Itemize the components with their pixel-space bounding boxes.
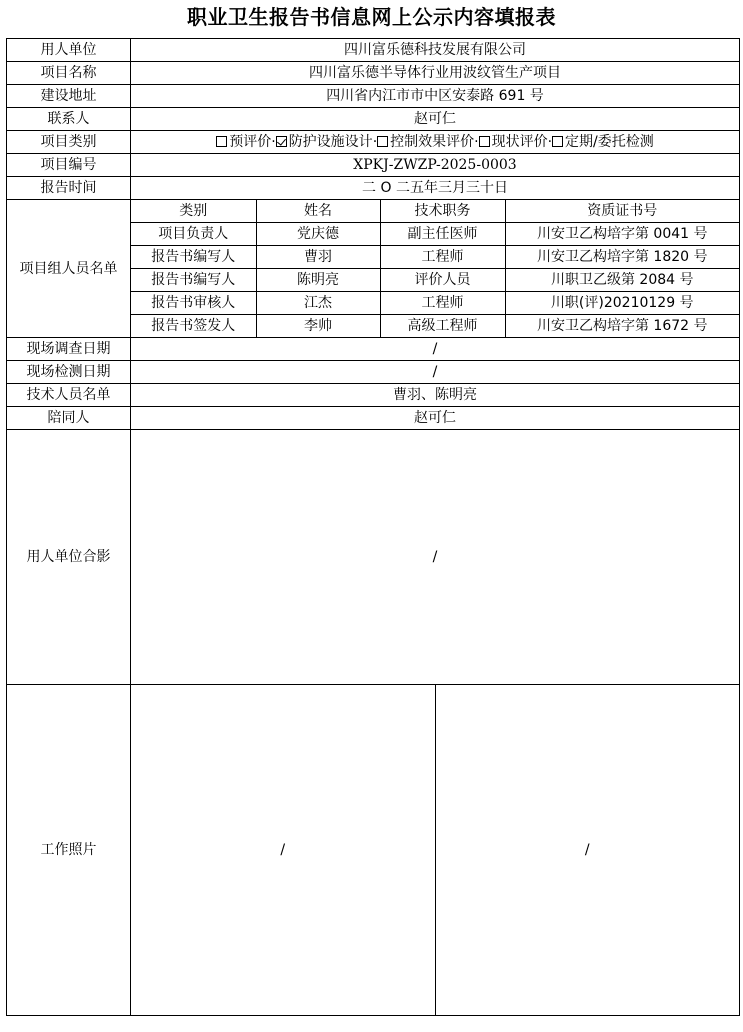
table-row <box>131 223 739 246</box>
row-project-name <box>7 62 740 85</box>
row-escort <box>7 407 740 430</box>
member-name: 江杰 <box>256 292 380 315</box>
member-title: 工程师 <box>380 292 505 315</box>
row-contact <box>7 108 740 131</box>
row-report-date <box>7 177 740 200</box>
row-work-photos <box>7 685 740 1016</box>
employer-value: 四川富乐德科技发展有限公司 <box>131 39 740 62</box>
member-name: 曹羽 <box>256 246 380 269</box>
row-survey-date <box>7 338 740 361</box>
member-certificate: 川安卫乙构培字第 1672 号 <box>505 315 739 338</box>
member-name: 陈明亮 <box>256 269 380 292</box>
row-group-photo <box>7 430 740 685</box>
member-title: 评价人员 <box>380 269 505 292</box>
address-label: 建设地址 <box>7 85 131 108</box>
work-photo-left: / <box>280 842 286 858</box>
project-type-options <box>131 131 740 154</box>
project-type-label: 项目类别 <box>7 131 131 154</box>
checkbox-pre-evaluation[interactable]: 预评价 <box>216 134 271 150</box>
checkbox-icon <box>377 136 388 147</box>
disclosure-form <box>6 38 740 1016</box>
separator: · <box>372 134 378 150</box>
separator: · <box>271 134 276 150</box>
member-title: 工程师 <box>380 246 505 269</box>
project-no-label: 项目编号 <box>7 154 131 177</box>
checkbox-icon <box>552 136 563 147</box>
row-tech-staff <box>7 384 740 407</box>
contact-value: 赵可仁 <box>131 108 740 131</box>
survey-date-value: / <box>131 338 740 361</box>
work-photos-split <box>131 685 739 1015</box>
group-photo-area: / <box>131 430 740 685</box>
member-certificate: 川职(评)20210129 号 <box>505 292 739 315</box>
member-category: 报告书审核人 <box>131 292 256 315</box>
row-test-date <box>7 361 740 384</box>
team-header-row <box>131 200 739 223</box>
header-category: 类别 <box>131 200 256 223</box>
table-row <box>131 315 739 338</box>
table-row <box>131 246 739 269</box>
header-name: 姓名 <box>256 200 380 223</box>
checkbox-control-effect[interactable]: 控制效果评价 <box>377 134 474 150</box>
member-name: 李帅 <box>256 315 380 338</box>
checkbox-periodic-testing[interactable]: 定期/委托检测 <box>552 134 654 150</box>
member-certificate: 川安卫乙构培字第 1820 号 <box>505 246 739 269</box>
checkbox-icon <box>479 136 490 147</box>
team-table <box>131 200 739 337</box>
escort-label: 陪同人 <box>7 407 131 430</box>
address-value: 四川省内江市市中区安泰路 691 号 <box>131 85 740 108</box>
work-photo-right: / <box>435 685 740 1015</box>
member-name: 党庆德 <box>256 223 380 246</box>
member-category: 报告书编写人 <box>131 269 256 292</box>
table-row <box>131 292 739 315</box>
team-label: 项目组人员名单 <box>7 200 131 338</box>
header-title: 技术职务 <box>380 200 505 223</box>
separator: · <box>474 134 479 150</box>
team-table-cell <box>131 200 740 338</box>
member-category: 项目负责人 <box>131 223 256 246</box>
checkbox-protection-design[interactable]: 防护设施设计 <box>276 134 373 150</box>
checkbox-icon <box>216 136 227 147</box>
checkbox-icon <box>276 136 287 147</box>
survey-date-label: 现场调查日期 <box>7 338 131 361</box>
report-date-label: 报告时间 <box>7 177 131 200</box>
member-certificate: 川安卫乙构培字第 0041 号 <box>505 223 739 246</box>
member-category: 报告书签发人 <box>131 315 256 338</box>
project-name-label: 项目名称 <box>7 62 131 85</box>
table-row <box>131 269 739 292</box>
page-title: 职业卫生报告书信息网上公示内容填报表 <box>187 5 556 29</box>
test-date-value: / <box>131 361 740 384</box>
member-certificate: 川职卫乙级第 2084 号 <box>505 269 739 292</box>
employer-label: 用人单位 <box>7 39 131 62</box>
work-photos-cell <box>131 685 740 1016</box>
checkbox-status-evaluation[interactable]: 现状评价 <box>479 134 548 150</box>
row-project-no <box>7 154 740 177</box>
project-no-value: XPKJ-ZWZP-2025-0003 <box>131 154 740 177</box>
member-category: 报告书编写人 <box>131 246 256 269</box>
report-date-value: 二 O 二五年三月三十日 <box>131 177 740 200</box>
work-photos-label: 工作照片 <box>7 685 131 1016</box>
test-date-label: 现场检测日期 <box>7 361 131 384</box>
separator: · <box>547 134 553 150</box>
row-address <box>7 85 740 108</box>
escort-value: 赵可仁 <box>131 407 740 430</box>
tech-staff-label: 技术人员名单 <box>7 384 131 407</box>
row-employer <box>7 39 740 62</box>
row-team <box>7 200 740 338</box>
row-project-type <box>7 131 740 154</box>
contact-label: 联系人 <box>7 108 131 131</box>
member-title: 副主任医师 <box>380 223 505 246</box>
header-certificate: 资质证书号 <box>505 200 739 223</box>
tech-staff-value: 曹羽、陈明亮 <box>131 384 740 407</box>
member-title: 高级工程师 <box>380 315 505 338</box>
group-photo-label: 用人单位合影 <box>7 430 131 685</box>
project-name-value: 四川富乐德半导体行业用波纹管生产项目 <box>131 62 740 85</box>
